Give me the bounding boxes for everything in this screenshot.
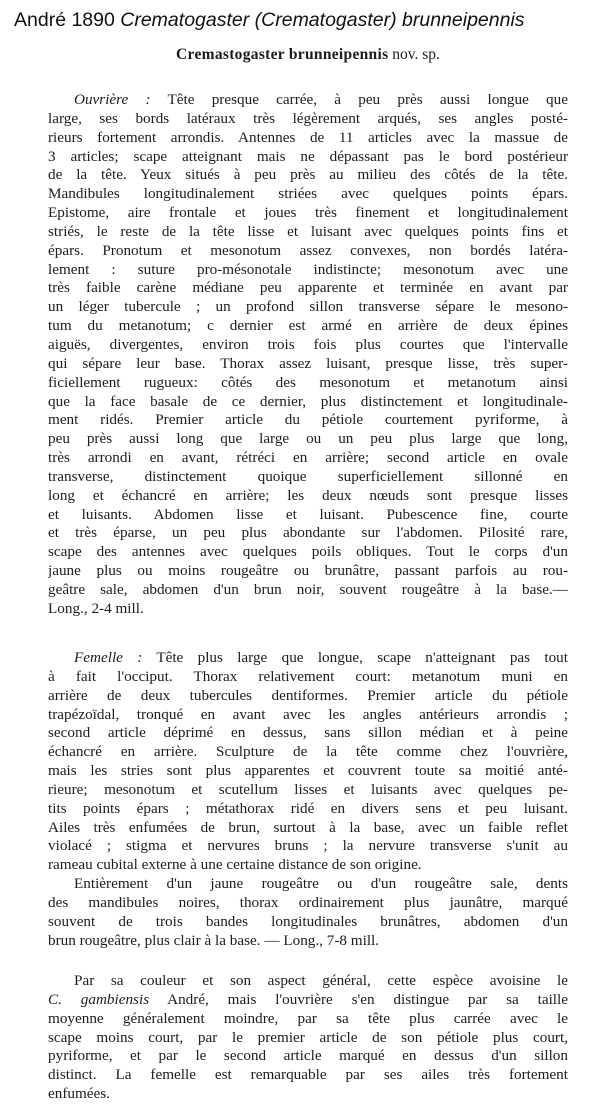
text-line: Epistome, aire frontale et joues très finement et longitudinalement — [48, 204, 568, 222]
text-line: rieure; mesonotum et scutellum lisses et luisants avec quelques pe- — [48, 780, 568, 798]
species-status: nov. sp. — [392, 46, 440, 63]
text-line: des mandibules noires, thorax ordinairement plus jaunâtre, marqué — [48, 893, 568, 911]
text-line: épars. Pronotum et mesonotum assez convexes, non bordés latéra- — [48, 241, 568, 259]
text-line: brun rougeâtre, plus clair à la base. — Long., 7-8 mill. — [48, 931, 380, 949]
text-line: large, ses bords latéraux très légèrement arqués, ses angles posté- — [48, 109, 568, 127]
text-line: arrière de deux tubercules dentiformes. Premier article du pétiole — [48, 686, 568, 704]
text-line: Long., 2-4 mill. — [48, 599, 144, 617]
text-line: scape moins court, par le premier article de son pétiole plus court, — [48, 1028, 568, 1046]
text-line: distinct. La femelle est remarquable par ses ailes très fortement — [48, 1066, 568, 1084]
text-line: Ouvrière : Tête presque carrée, à peu près aussi longue que — [74, 91, 568, 108]
text-line: et très éparse, un peu plus abondante sur l'abdomen. Pilosité rare, — [48, 524, 568, 542]
text-line: Par sa couleur et son aspect général, cette espèce avoisine le — [74, 972, 568, 989]
text-line: C. gambiensis André, mais l'ouvrière s'en distingue par sa taille — [48, 990, 568, 1008]
text-line: lement : suture pro-mésonotale indistincte; mesonotum avec une — [48, 260, 568, 278]
page-header — [14, 6, 584, 34]
text-line: souvent de trois bandes longitudinales brunâtres, abdomen d'un — [48, 912, 568, 930]
species-title — [0, 44, 592, 66]
worker-lead: Ouvrière : — [74, 91, 151, 108]
text-line: striés, le reste de la tête lisse et luisant avec quelques points fins et — [48, 222, 568, 240]
text-line: moyenne généralement moindre, par sa tête plus carrée avec le — [48, 1009, 568, 1027]
text-line: jaune plus ou moins rougeâtre ou brunâtre, passant parfois au rou- — [48, 562, 568, 580]
text-line: Entièrement d'un jaune rougeâtre ou d'un rougeâtre sale, dents — [74, 875, 568, 893]
text-line: tum du metanotum; c dernier est armé en arrière de deux épines — [48, 317, 568, 335]
text-line: tits points épars ; métathorax ridé en divers sens et peu luisant. — [48, 799, 568, 817]
text-line: aiguës, divergentes, environ trois fois plus courtes que l'intervalle — [48, 335, 568, 353]
text-line: très arrondi en avant, rétréci en arrière; second article en ovale — [48, 449, 568, 467]
text-line: rieurs fortement arrondis. Antennes de 11 articles avec la massue de — [48, 128, 568, 146]
text-line: Mandibules longitudinalement striées avec quelques points épars. — [48, 185, 568, 203]
text-line: que la face basale de ce dernier, plus distinctement et longitudinale- — [48, 392, 568, 410]
text-line: Femelle : Tête plus large que longue, scape n'atteignant pas tout — [74, 649, 568, 666]
author-year: André 1890 — [14, 9, 115, 31]
text-line: très faible carène médiane peu apparente et terminée en avant par — [48, 279, 568, 297]
text-line: échancré en arrière. Sculpture de la tête comme chez l'ouvrière, — [48, 743, 568, 761]
text-line: scape des antennes avec quelques poils obliques. Tout le corps d'un — [48, 543, 568, 561]
text-line: à fait l'occiput. Thorax relativement court: metanotum muni en — [48, 667, 568, 685]
text-line: 3 articles; scape atteignant mais ne dépassant pas le bord postérieur — [48, 147, 568, 165]
text-line: ficiellement rugueux: côtés des mesonotum et metanotum ainsi — [48, 373, 568, 391]
text-line: et luisants. Abdomen lisse et luisant. Pubescence fine, courte — [48, 505, 568, 523]
text-line: mais les stries sont plus apparentes et couvrent toute sa moitié anté- — [48, 762, 568, 780]
text-line: ment ridés. Premier article du pétiole courtement pyriforme, à — [48, 411, 568, 429]
text-line: peu près aussi long que large ou un peu plus large que long, — [48, 430, 568, 448]
worker-description — [48, 91, 568, 619]
species-name: Cremastogaster brunneipennis — [176, 46, 389, 63]
text-line: enfumées. — [48, 1085, 110, 1103]
text-line: un léger tubercule ; un profond sillon transverse sépare le mesono- — [48, 298, 568, 316]
text-line: long et échancré en arrière; les deux nœuds sont presque lisses — [48, 486, 568, 504]
female-description — [48, 649, 568, 951]
text-line: violacé ; stigma et nervures bruns ; la nervure transverse s'unit au — [48, 837, 568, 855]
female-lead: Femelle : — [74, 649, 143, 666]
remarks — [48, 972, 568, 1104]
taxon-name: Crematogaster (Crematogaster) brunneipennis — [120, 9, 525, 31]
text-line: second article déprimé en dessus, sans sillon médian et à peine — [48, 724, 568, 742]
text-line: de la tête. Yeux situés à peu près au milieu des côtés de la tête. — [48, 166, 568, 184]
text-line: Ailes très enfumées de brun, surtout à la base, avec un faible reflet — [48, 818, 568, 836]
text-line: transverse, distinctement quoique superficiellement sillonné en — [48, 467, 568, 485]
text-line: geâtre sale, abdomen d'un brun noir, souvent rougeâtre à la base.— — [48, 580, 568, 598]
text-line: qui sépare leur base. Thorax assez luisant, presque lisse, très super- — [48, 354, 568, 372]
text-line: pyriforme, et par le second article marqué en dessus d'un sillon — [48, 1047, 568, 1065]
text-line: rameau cubital externe à une certaine distance de son origine. — [48, 856, 422, 874]
text-line: trapézoïdal, tronqué en avant avec les angles antérieurs arrondis ; — [48, 705, 568, 723]
